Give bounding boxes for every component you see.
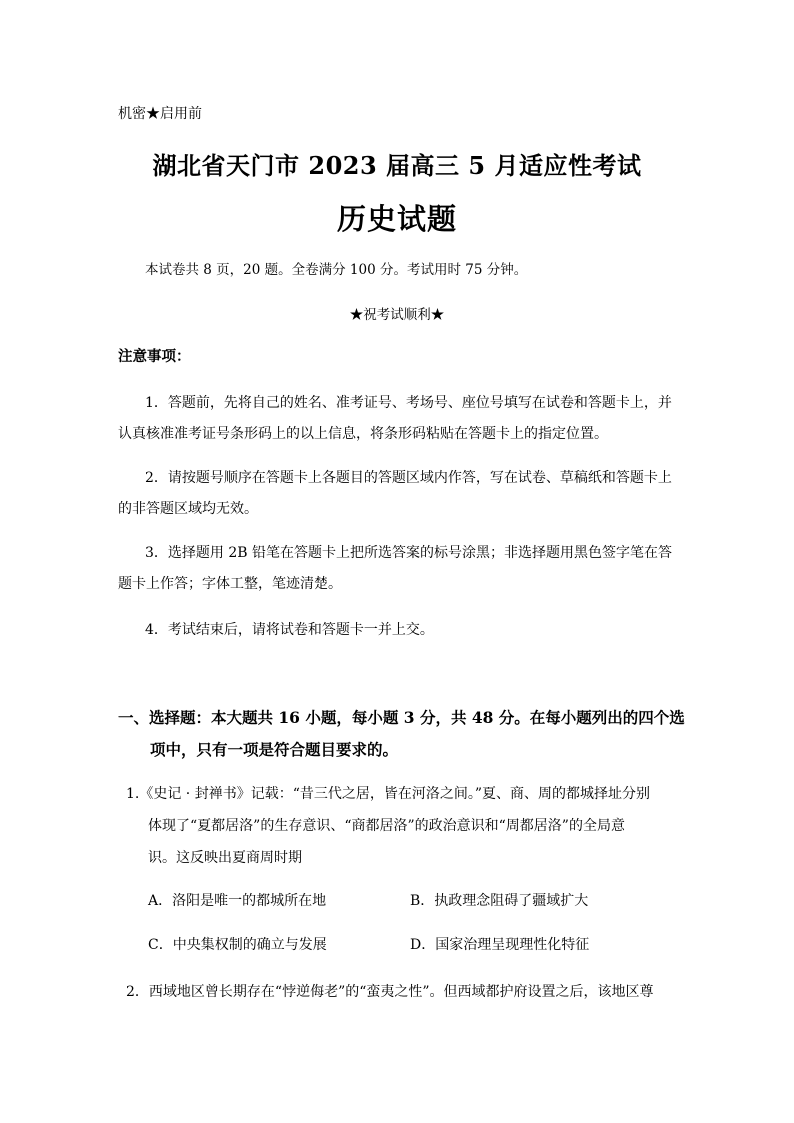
question-1-option-b: B．执政理念阻碍了疆域扩大 xyxy=(410,893,589,909)
question-1-line-2: 体现了“夏都居洛”的生存意识、“商都居洛”的政治意识和“周都居洛”的全局意 xyxy=(148,818,625,834)
good-luck-line: ★祝考试顺利★ xyxy=(349,307,445,323)
question-1-line-3: 识。这反映出夏商周时期 xyxy=(148,850,302,866)
notice-item-2-line-1: 2．请按题号顺序在答题卡上各题目的答题区域内作答，写在试卷、草稿纸和答题卡上 xyxy=(145,470,672,486)
section-1-heading-line-1: 一、选择题：本大题共 16 小题，每小题 3 分，共 48 分。在每小题列出的四个选 xyxy=(118,708,685,727)
exam-title: 湖北省天门市 2023 届高三 5 月适应性考试 xyxy=(152,151,642,180)
question-1-option-d: D．国家治理呈现理性化特征 xyxy=(410,937,590,953)
confidential-mark: 机密★启用前 xyxy=(118,106,202,122)
question-1-option-a: A．洛阳是唯一的都城所在地 xyxy=(148,893,327,909)
notice-item-2-line-2: 的非答题区域均无效。 xyxy=(118,501,258,517)
question-2-line-1: 2．西域地区曾长期存在“悖逆侮老”的“蛮夷之性”。但西域都护府设置之后，该地区尊 xyxy=(126,984,654,1000)
question-1-line-1: 1.《史记 · 封禅书》记载：“昔三代之居，皆在河洛之间。”夏、商、周的都城择址分别 xyxy=(126,786,651,802)
question-1-option-c: C．中央集权制的确立与发展 xyxy=(148,937,327,953)
notice-item-4-line-1: 4．考试结束后，请将试卷和答题卡一并上交。 xyxy=(145,622,434,638)
notice-item-3-line-2: 题卡上作答；字体工整，笔迹清楚。 xyxy=(118,576,342,592)
notice-item-3-line-1: 3．选择题用 2B 铅笔在答题卡上把所选答案的标号涂黑；非选择题用黑色签字笔在答 xyxy=(145,545,673,561)
exam-subtitle: 历史试题 xyxy=(336,202,457,236)
section-1-heading-line-2: 项中，只有一项是符合题目要求的。 xyxy=(150,740,399,759)
notice-item-1-line-1: 1．答题前，先将自己的姓名、准考证号、考场号、座位号填写在试卷和答题卡上，并 xyxy=(145,395,672,411)
exam-intro: 本试卷共 8 页，20 题。全卷满分 100 分。考试用时 75 分钟。 xyxy=(145,262,528,278)
notice-item-1-line-2: 认真核准准考证号条形码上的以上信息，将条形码粘贴在答题卡上的指定位置。 xyxy=(118,426,608,442)
notice-heading: 注意事项： xyxy=(118,348,191,365)
